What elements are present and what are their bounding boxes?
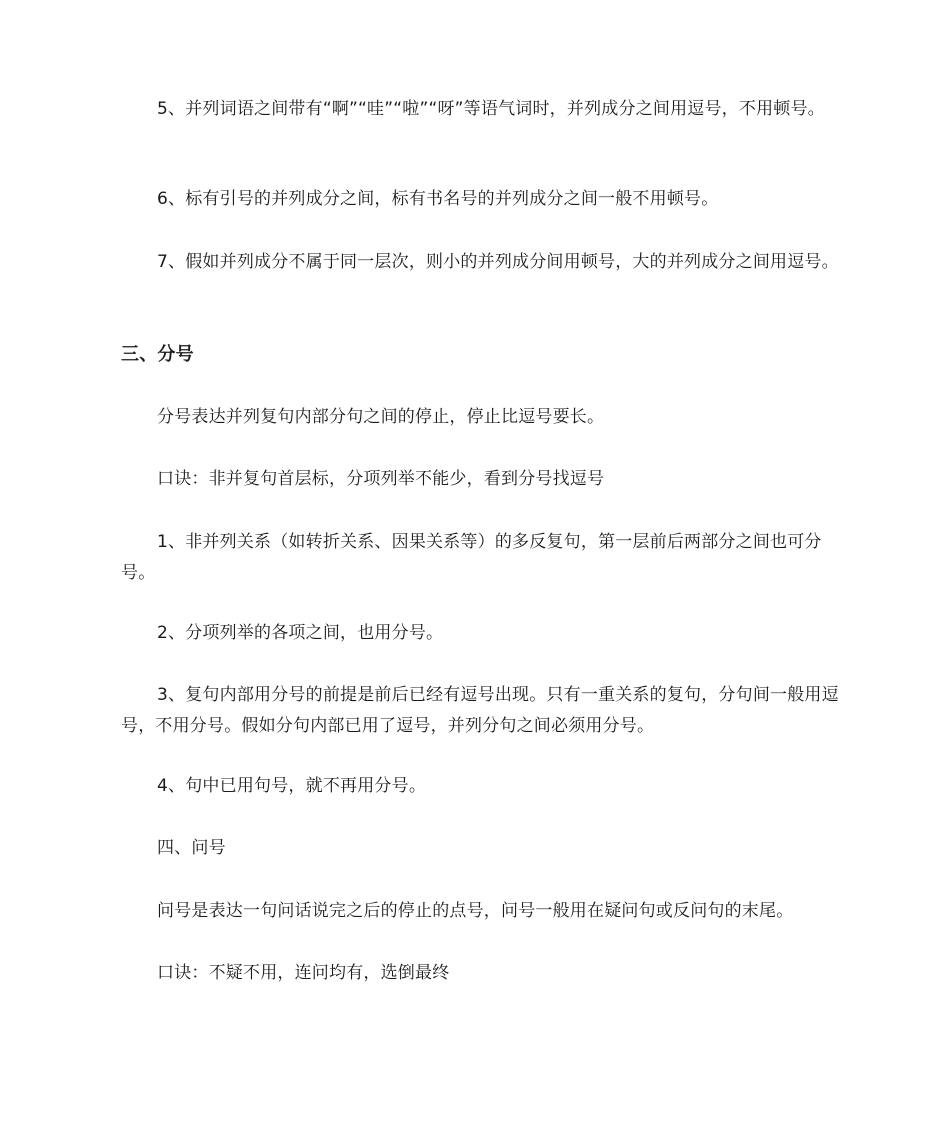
paragraph-rule-6: 6、标有引号的并列成分之间，标有书名号的并列成分之间一般不用顿号。: [157, 189, 719, 209]
paragraph-question-mnemonic: 口诀：不疑不用，连问均有，选倒最终: [157, 963, 450, 983]
section-heading-semicolon: 三、分号: [121, 344, 194, 365]
paragraph-semicolon-rule-1: 1、非并列关系（如转折关系、因果关系等）的多反复句，第一层前后两部分之间也可分号。: [121, 532, 822, 583]
paragraph-rule-5: 5、并列词语之间带有“啊”“哇”“啦”“呀”等语气词时，并列成分之间用逗号，不用顿号。: [157, 99, 825, 119]
section-heading-question-mark: 四、问号: [157, 838, 226, 858]
paragraph-semicolon-mnemonic: 口诀：非并复句首层标，分项列举不能少，看到分号找逗号: [157, 469, 605, 489]
paragraph-question-intro: 问号是表达一句问话说完之后的停止的点号，问号一般用在疑问句或反问句的末尾。: [157, 901, 794, 921]
paragraph-semicolon-rule-2: 2、分项列举的各项之间，也用分号。: [157, 623, 444, 643]
paragraph-semicolon-intro: 分号表达并列复句内部分句之间的停止，停止比逗号要长。: [157, 407, 605, 427]
paragraph-semicolon-rule-4: 4、句中已用句号，就不再用分号。: [157, 776, 427, 796]
paragraph-semicolon-rule-3: 3、复句内部用分号的前提是前后已经有逗号出现。只有一重关系的复句，分句间一般用逗号，不用分号。假如分句内部已用了逗号，并列分句之间必须用分号。: [121, 685, 839, 736]
paragraph-rule-7: 7、假如并列成分不属于同一层次，则小的并列成分间用顿号，大的并列成分之间用逗号。: [157, 252, 839, 272]
